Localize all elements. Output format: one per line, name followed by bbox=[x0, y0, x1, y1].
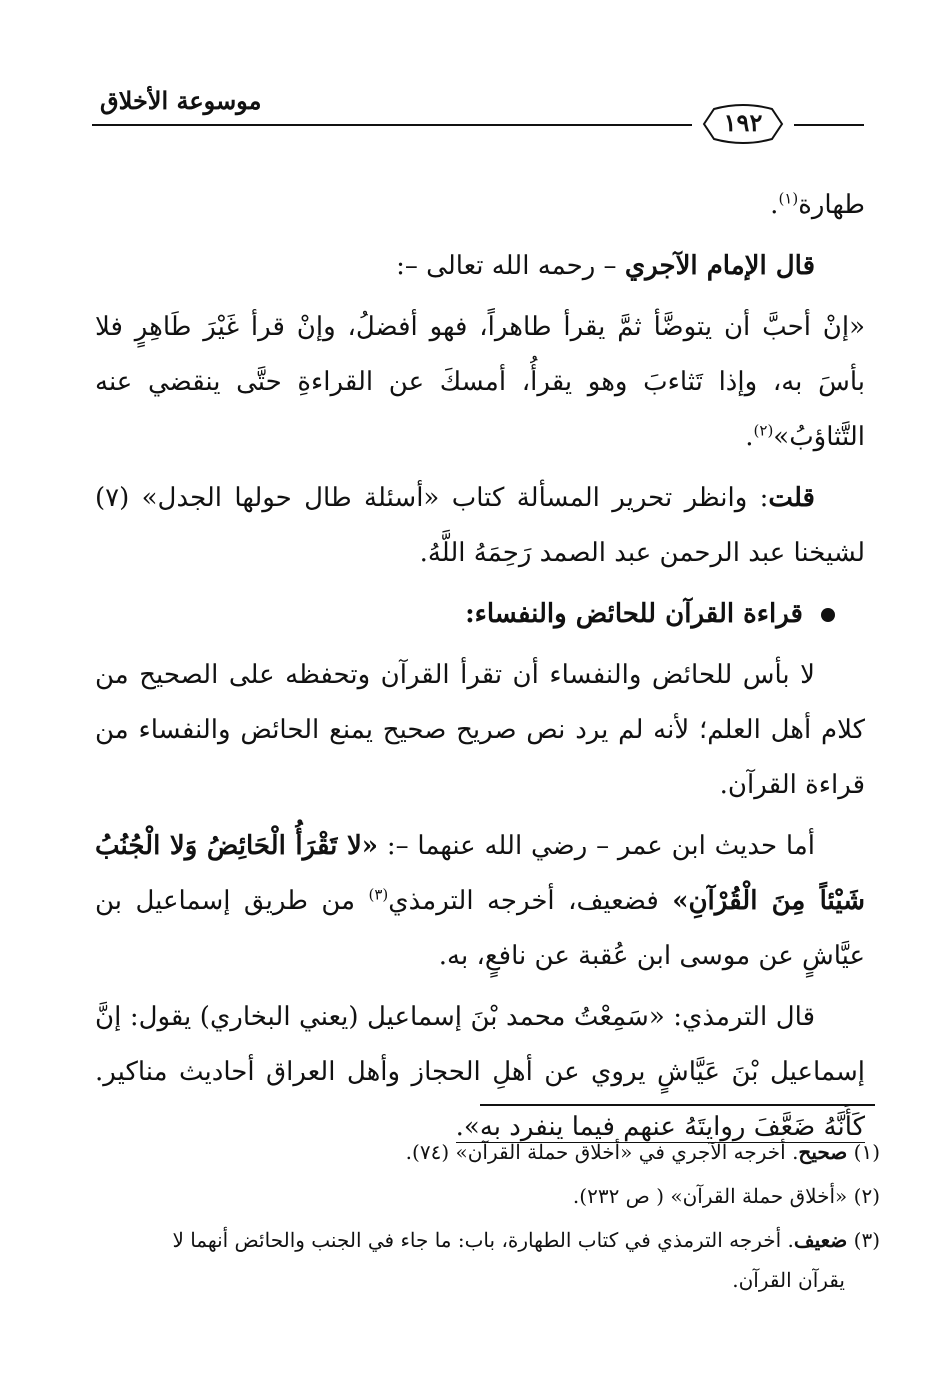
p3-end: . bbox=[745, 422, 754, 452]
paragraph-6 bbox=[95, 819, 865, 984]
paragraph-4 bbox=[95, 471, 865, 581]
fn1-grade: صحيح bbox=[798, 1140, 848, 1164]
fn1-text: . أخرجه الآجري في «أخلاق حملة القرآن» (٧٤). bbox=[405, 1140, 799, 1164]
page-number-badge bbox=[696, 103, 790, 145]
fn3-number: (٣) bbox=[853, 1228, 880, 1252]
footnote-2 bbox=[95, 1176, 880, 1216]
fn3-grade: ضعيف bbox=[793, 1228, 848, 1252]
header-rule-right bbox=[794, 124, 864, 126]
p3-text: «إنْ أحبَّ أن يتوضَّأ ثمَّ يقرأ طاهراً، فهو أفضلُ، وإنْ قرأ غَيْرَ طَاهِرٍ فلا بأسَ به، وإذا تَثاءبَ وهو يقرأُ، أمسكَ عن القراءةِ حتَّى ينقضي عنه التَّثاؤبُ» bbox=[95, 312, 865, 452]
p6-c: من طريق إسماعيل بن عيَّاشٍ عن موسى ابن عُقبة عن نافعٍ، به. bbox=[95, 886, 865, 971]
p7-underlined: كَأَنَّهُ ضَعَّفَ روايتَهُ عنهم فيما ينفرد به». bbox=[455, 1112, 865, 1142]
page-number: ١٩٢ bbox=[723, 108, 763, 137]
paragraph-2 bbox=[95, 239, 865, 294]
fn1-number: (١) bbox=[853, 1140, 880, 1164]
p2-rest: – رحمه الله تعالى –: bbox=[396, 251, 625, 281]
qultu-label: قلت bbox=[768, 483, 815, 513]
paragraph-1 bbox=[95, 178, 865, 233]
section-heading: قراءة القرآن للحائض والنفساء: bbox=[465, 599, 803, 629]
section-heading-row bbox=[95, 587, 865, 642]
running-title: موسوعة الأخلاق bbox=[100, 86, 262, 115]
footnote-ref-2: (٢) bbox=[753, 421, 774, 440]
hadith-text: «لا تَقْرَأُ الْحَائِضُ وَلا الْجُنُبُ شَيْئاً مِنَ الْقُرْآنِ» bbox=[95, 831, 865, 916]
fn3-continuation: يقرآن القرآن. bbox=[732, 1268, 845, 1292]
ajurri-label: قال الإمام الآجري bbox=[624, 251, 815, 281]
p6-a: أما حديث ابن عمر – رضي الله عنهما –: bbox=[378, 831, 816, 861]
footnote-ref-3: (٣) bbox=[368, 885, 389, 904]
main-text bbox=[95, 178, 865, 1161]
paragraph-3-quote bbox=[95, 300, 865, 465]
paragraph-5 bbox=[95, 648, 865, 813]
paragraph-7 bbox=[95, 990, 865, 1155]
footnote-ref-1: (١) bbox=[778, 189, 799, 208]
footnote-1 bbox=[95, 1132, 880, 1172]
bullet-dot bbox=[821, 608, 835, 622]
fn2-text: «أخلاق حملة القرآن» ( ص ٢٣٢). bbox=[572, 1184, 848, 1208]
p5-text: لا بأس للحائض والنفساء أن تقرأ القرآن وتحفظه على الصحيح من كلام أهل العلم؛ لأنه لم يرد نص صريح صحيح يمنع الحائض والنفساء من قراءة القرآن. bbox=[95, 660, 865, 800]
footnotes bbox=[95, 1132, 880, 1304]
p1-end: . bbox=[770, 190, 779, 220]
p4-rest: : وانظر تحرير المسألة كتاب «أسئلة طال حولها الجدل» (٧) لشيخنا عبد الرحمن عبد الصمد رَحِمَهُ اللَّهُ. bbox=[95, 483, 865, 568]
p6-b: فضعيف، أخرجه الترمذي bbox=[388, 886, 673, 916]
header-rule-left bbox=[92, 124, 692, 126]
fn2-number: (٢) bbox=[853, 1184, 880, 1208]
p7-a: قال الترمذي: «سَمِعْتُ محمد بْنَ إسماعيل (يعني البخاري) يقول: إنَّ إسماعيل بْنَ عَيَّاشٍ يروي عن أهلِ الحجاز وأهل العراق أحاديث مناكير. bbox=[95, 1002, 865, 1087]
fn3-text: . أخرجه الترمذي في كتاب الطهارة، باب: ما جاء في الجنب والحائض أنهما لا bbox=[172, 1228, 794, 1252]
footnote-3 bbox=[95, 1220, 880, 1300]
footnote-rule bbox=[480, 1104, 875, 1106]
p1-text: طهارة bbox=[798, 190, 865, 220]
